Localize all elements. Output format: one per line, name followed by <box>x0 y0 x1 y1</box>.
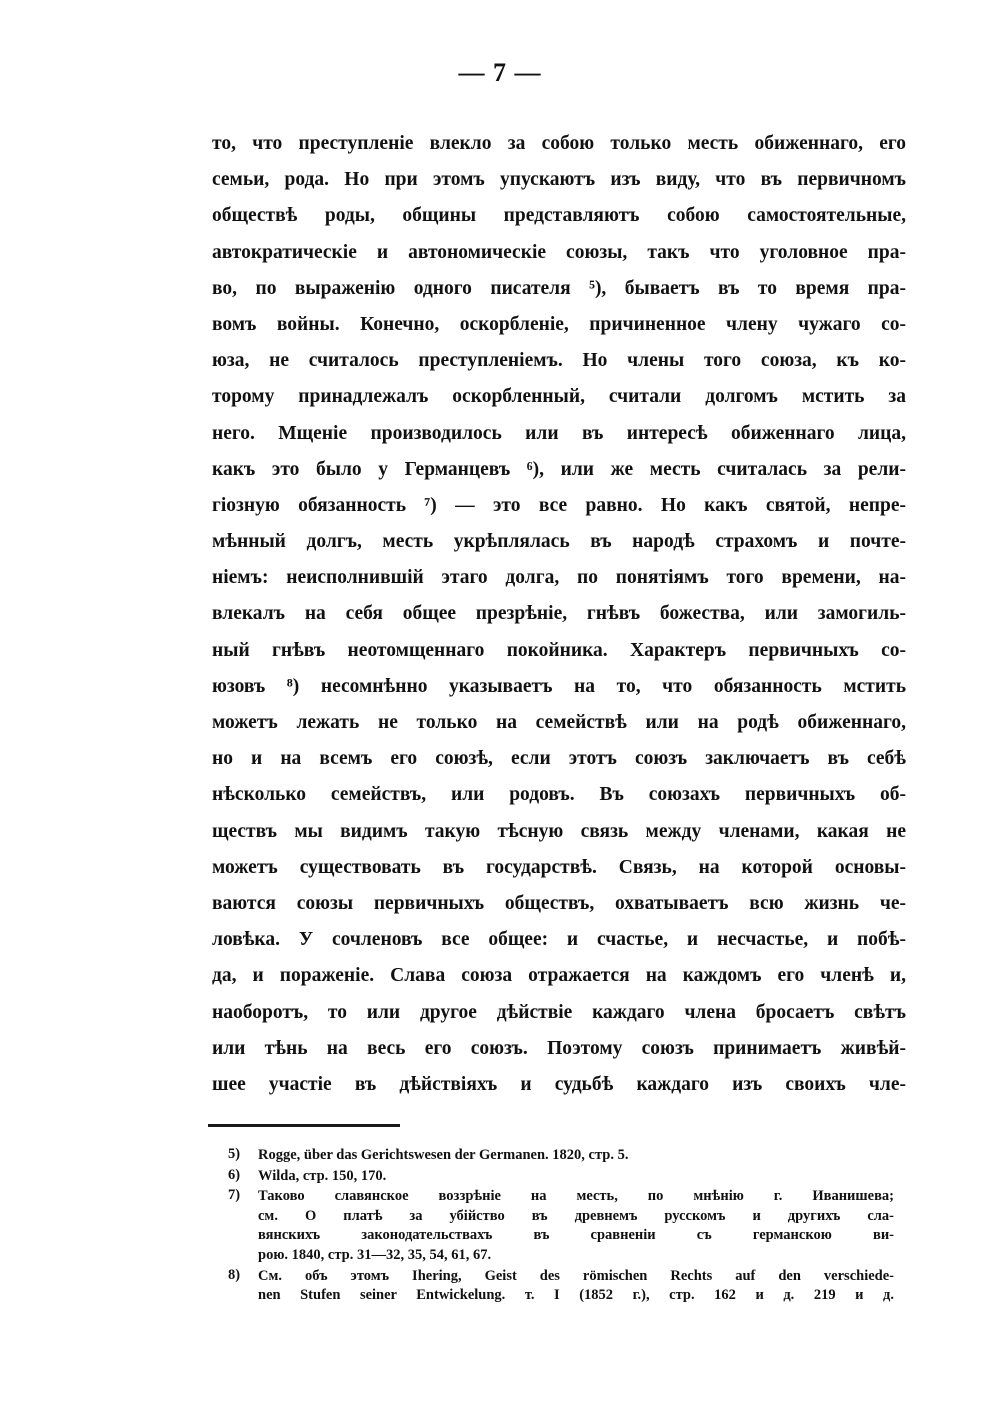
footnote-line: Таково славянское воззрѣніе на месть, по мнѣнію г. Иванишева; <box>258 1188 894 1205</box>
body-line: вомъ войны. Конечно, оскорбленіе, причиненное члену чужаго со- <box>212 313 906 335</box>
body-line: влекалъ на себя общее презрѣніе, гнѣвъ божества, или замогиль- <box>212 603 906 625</box>
footnote-6 <box>228 1167 894 1187</box>
footnote-8 <box>228 1267 894 1306</box>
footnote-line: Wilda, стр. 150, 170. <box>258 1167 387 1184</box>
footnote-mark: 8) <box>228 1266 241 1283</box>
body-text <box>212 126 906 1103</box>
footnote-line: nen Stufen seiner Entwickelung. т. I (1852 г.), стр. 162 и д. 219 и д. <box>258 1287 894 1304</box>
footnote-line: См. объ этомъ Ihering, Geist des römischen Rechts auf den verschiede- <box>258 1267 894 1284</box>
body-line: во, по выраженію одного писателя ⁵), бываетъ въ то время пра- <box>212 277 906 299</box>
body-line: какъ это было у Германцевъ ⁶), или же месть считалась за рели- <box>212 458 906 480</box>
body-line: юзовъ ⁸) несомнѣнно указываетъ на то, что обязанность мстить <box>212 675 906 697</box>
footnote-mark: 6) <box>228 1166 241 1183</box>
body-line: автократическіе и автономическіе союзы, такъ что уголовное пра- <box>212 241 906 263</box>
body-line: ществъ мы видимъ такую тѣсную связь между членами, какая не <box>212 820 906 842</box>
footnote-divider <box>208 1124 400 1127</box>
body-line: да, и пораженіе. Слава союза отражается на каждомъ его членѣ и, <box>212 965 906 987</box>
body-line: гіозную обязанность ⁷) — это все равно. Но какъ святой, непре- <box>212 494 906 516</box>
body-line: торому принадлежалъ оскорбленный, считали долгомъ мстить за <box>212 386 906 408</box>
footnote-mark: 7) <box>228 1187 241 1204</box>
body-line: него. Мщеніе производилось или въ интересѣ обиженнаго лица, <box>212 422 906 444</box>
body-line: ный гнѣвъ неотомщеннаго покойника. Характеръ первичныхъ со- <box>212 639 906 661</box>
body-line: шее участіе въ дѣйствіяхъ и судьбѣ каждаго изъ своихъ чле- <box>212 1073 906 1095</box>
footnote-line: см. О платѣ за убійство въ древнемъ русскомъ и другихъ сла- <box>258 1207 894 1224</box>
body-line: можетъ лежать не только на семействѣ или на родѣ обиженнаго, <box>212 712 906 733</box>
body-line: ніемъ: неисполнившій этаго долга, по понятіямъ того времени, на- <box>212 567 906 589</box>
body-line: можетъ существовать въ государствѣ. Связь, на которой основы- <box>212 856 906 878</box>
footnote-mark: 5) <box>228 1146 241 1162</box>
footnote-5 <box>228 1146 894 1166</box>
footnote-line: Rogge, über das Gerichtswesen der Germanen. 1820, стр. 5. <box>258 1147 629 1163</box>
body-line: ваются союзы первичныхъ обществъ, охватываетъ всю жизнь че- <box>212 892 906 914</box>
body-line: нѣсколько семействъ, или родовъ. Въ союзахъ первичныхъ об- <box>212 784 906 806</box>
body-line: или тѣнь на весь его союзъ. Поэтому союзъ принимаетъ живѣй- <box>212 1037 906 1059</box>
body-line: но и на всемъ его союзѣ, если этотъ союзъ заключаетъ въ себѣ <box>212 748 906 770</box>
footnote-line: вянскихъ законодательствахъ въ сравненіи съ германскою ви- <box>258 1227 894 1244</box>
body-line: обществѣ роды, общины представляютъ собою самостоятельные, <box>212 205 906 227</box>
footnote-7 <box>228 1187 894 1265</box>
body-line: наоборотъ, то или другое дѣйствіе каждаго члена бросаетъ свѣтъ <box>212 1001 906 1023</box>
page-number: — 7 — <box>458 58 542 87</box>
body-line: то, что преступленіе влекло за собою только месть обиженнаго, его <box>212 133 906 154</box>
body-line: юза, не считалось преступленіемъ. Но члены того союза, къ ко- <box>212 350 906 372</box>
body-line: семьи, рода. Но при этомъ упускаютъ изъ виду, что въ первичномъ <box>212 169 906 191</box>
footnote-line: рою. 1840, стр. 31—32, 35, 54, 61, 67. <box>258 1246 492 1263</box>
body-line: мѣнный долгъ, месть укрѣплялась въ народѣ страхомъ и почте- <box>212 531 906 553</box>
body-line: ловѣка. У сочленовъ все общее: и счастье, и несчастье, и побѣ- <box>212 929 906 951</box>
footnotes <box>228 1146 894 1307</box>
